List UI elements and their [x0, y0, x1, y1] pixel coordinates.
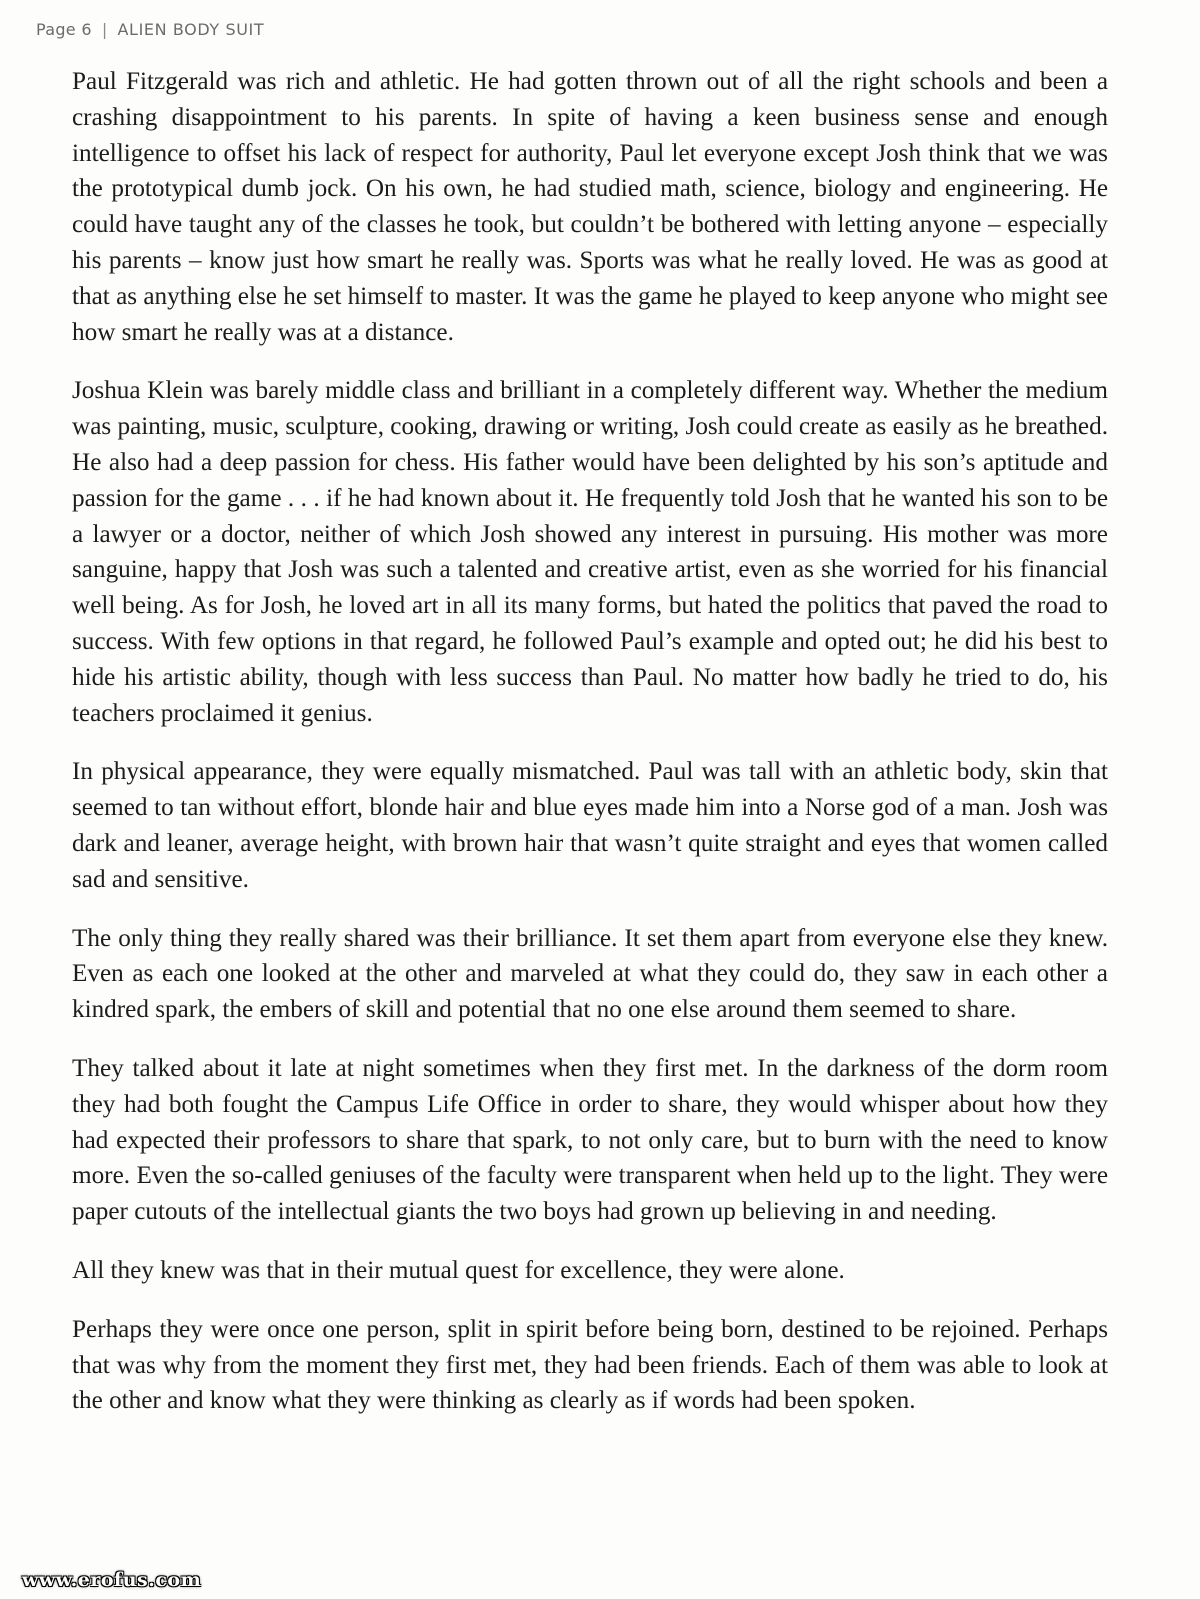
running-header: [36, 20, 264, 39]
paragraph: The only thing they really shared was their brilliance. It set them apart from everyone else they knew. Even as each one looked at the other and marveled at what they could do, they saw in each other a kindred spark, the embers of skill and potential that no one else around them seemed to share.: [72, 924, 1108, 1024]
page-number: Page 6: [36, 20, 92, 39]
site-watermark: www.erofus.com: [22, 1569, 202, 1591]
paragraph: Paul Fitzgerald was rich and athletic. He had gotten thrown out of all the right schools and been a crashing disappointment to his parents. In spite of having a keen business sense and enough intelligence to offset his lack of respect for authority, Paul let everyone except Josh think that we was the prototypical dumb jock. On his own, he had studied math, science, biology and engineering. He could have taught any of the classes he took, but couldn’t be bothered with letting anyone – especially his parents – know just how smart he really was. Sports was what he really loved. He was as good at that as anything else he set himself to master. It was the game he played to keep anyone who might see how smart he really was at a distance.: [72, 68, 1108, 346]
body-text: [72, 64, 1108, 1442]
paragraph: All they knew was that in their mutual quest for excellence, they were alone.: [72, 1256, 845, 1284]
paragraph: Perhaps they were once one person, split in spirit before being born, destined to be rejoined. Perhaps that was why from the moment they first met, they had been friends. Each of them was able to look at the other and know what they were thinking as clearly as if words had been spoken.: [72, 1315, 1108, 1415]
book-title: ALIEN BODY SUIT: [117, 20, 265, 39]
paragraph: Joshua Klein was barely middle class and brilliant in a completely different way. Whether the medium was painting, music, sculpture, cooking, drawing or writing, Josh could create as easily as he breathed. He also had a deep passion for chess. His father would have been delighted by his son’s aptitude and passion for the game . . . if he had known about it. He frequently told Josh that he wanted his son to be a lawyer or a doctor, neither of which Josh showed any interest in pursuing. His mother was more sanguine, happy that Josh was such a talented and creative artist, even as she worried for his financial well being. As for Josh, he loved art in all its many forms, but hated the politics that paved the road to success. With few options in that regard, he followed Paul’s example and opted out; he did his best to hide his artistic ability, though with less success than Paul. No matter how badly he tried to do, his teachers proclaimed it genius.: [72, 377, 1108, 727]
header-separator: |: [101, 20, 108, 39]
paragraph: In physical appearance, they were equally mismatched. Paul was tall with an athletic body, skin that seemed to tan without effort, blonde hair and blue eyes made him into a Norse god of a man. Josh was dark and leaner, average height, with brown hair that wasn’t quite straight and eyes that women called sad and sensitive.: [72, 758, 1108, 893]
paragraph: They talked about it late at night sometimes when they first met. In the darkness of the dorm room they had both fought the Campus Life Office in order to share, they would whisper about how they had expected their professors to share that spark, to not only care, but to burn with the need to know more. Even the so-called geniuses of the faculty were transparent when held up to the light. They were paper cutouts of the intellectual giants the two boys had grown up believing in and needing.: [72, 1054, 1108, 1226]
